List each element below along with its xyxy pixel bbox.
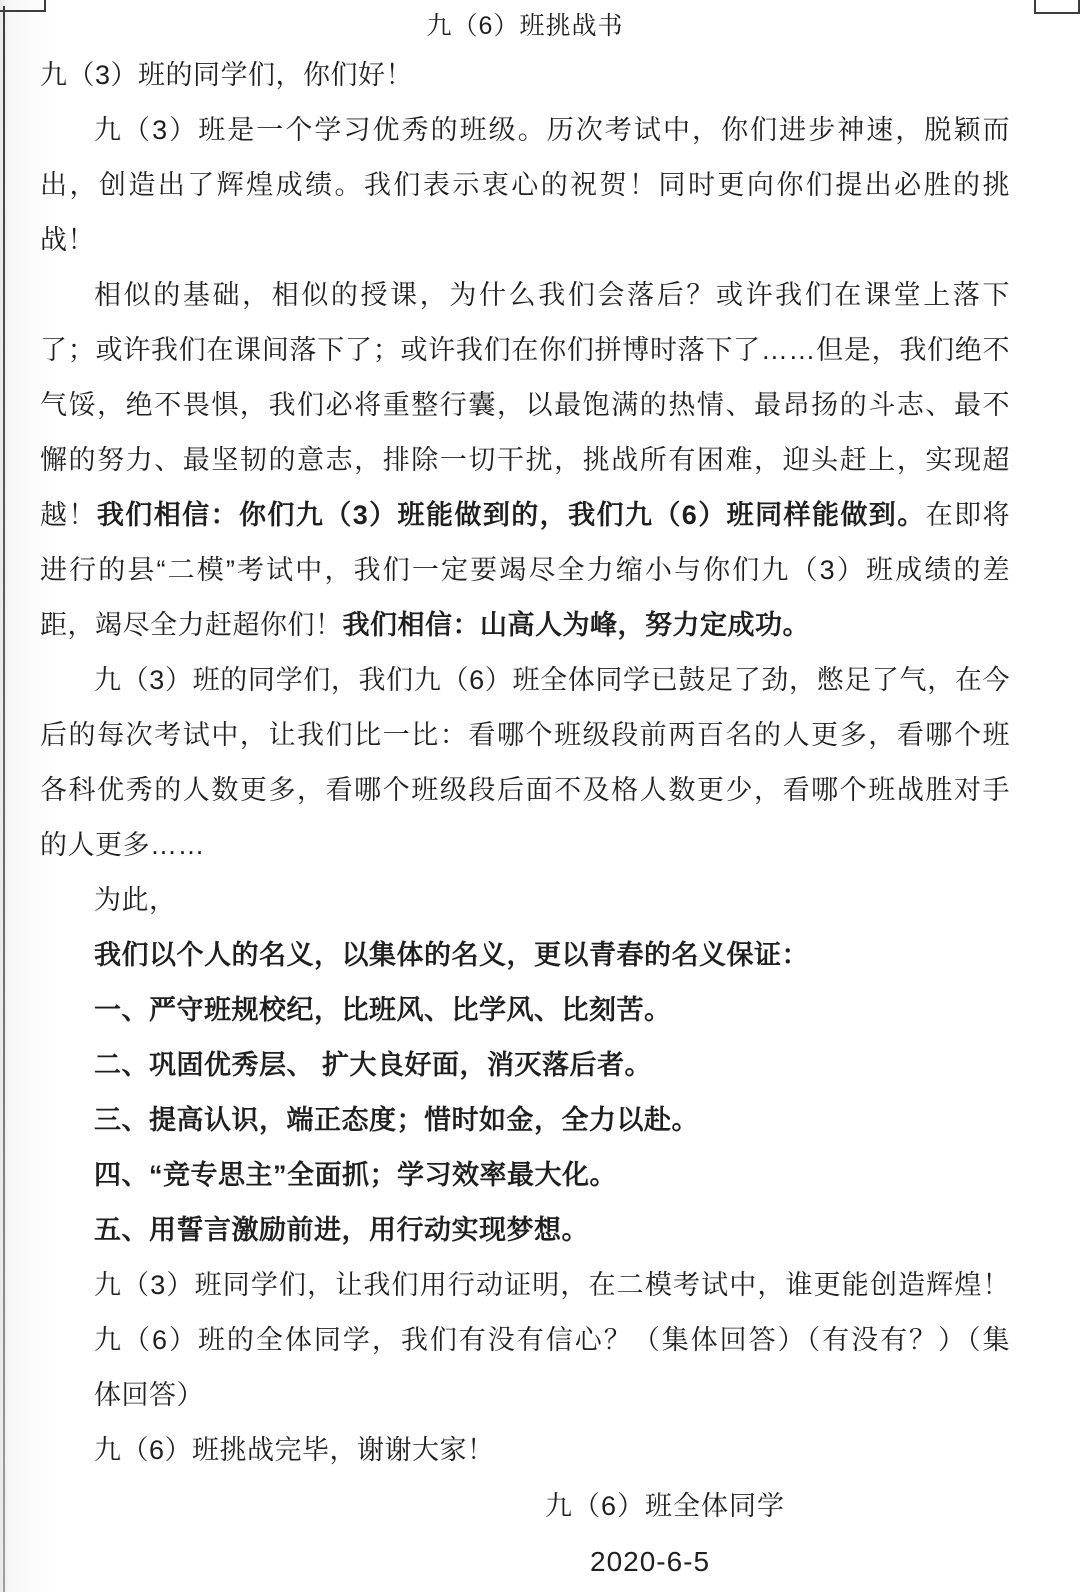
text-segment: 气馁，绝不畏惧，我们必将重整行囊，以最饱满的热情、最昂扬的斗志、最不 bbox=[40, 390, 1010, 420]
text-line bbox=[40, 763, 1010, 818]
text-segment: 的人更多…… bbox=[40, 830, 205, 860]
bold-text-segment: 四、“竞专思主”全面抓；学习效率最大化。 bbox=[94, 1160, 617, 1190]
bold-text-segment: 我们相信：山高人为峰，努力定成功。 bbox=[342, 610, 810, 640]
text-line bbox=[40, 983, 1010, 1038]
bold-text-segment: 一、严守班规校纪，比班风、比学风、比刻苦。 bbox=[94, 995, 672, 1025]
text-line bbox=[40, 433, 1010, 488]
document-body bbox=[40, 48, 1010, 1478]
text-segment: 距，竭尽全力赶超你们！ bbox=[40, 610, 343, 640]
text-segment: 九（3）班同学们，让我们用行动证明，在二模考试中，谁更能创造辉煌！ bbox=[94, 1270, 1010, 1300]
text-line bbox=[40, 378, 1010, 433]
text-line bbox=[40, 48, 1010, 103]
text-line bbox=[40, 598, 1010, 653]
text-line bbox=[40, 1423, 1010, 1478]
text-line bbox=[40, 158, 1010, 213]
text-line bbox=[40, 488, 1010, 543]
text-line bbox=[40, 1203, 1010, 1258]
bold-text-segment: 我们以个人的名义，以集体的名义，更以青春的名义保证： bbox=[94, 940, 809, 970]
text-line bbox=[40, 653, 1010, 708]
text-line bbox=[40, 1313, 1010, 1368]
bold-text-segment: 五、用誓言激励前进，用行动实现梦想。 bbox=[94, 1215, 589, 1245]
text-segment: 九（3）班的同学们，你们好！ bbox=[40, 60, 414, 90]
document-content bbox=[40, 4, 1010, 1590]
bold-text-segment: 二、巩固优秀层、 扩大良好面，消灭落后者。 bbox=[94, 1050, 653, 1080]
scan-edge-line bbox=[3, 6, 5, 1592]
text-segment: 九（6）班挑战完毕，谢谢大家！ bbox=[94, 1435, 495, 1465]
text-segment: 体回答） bbox=[94, 1380, 204, 1410]
signature-line: 九（6）班全体同学 bbox=[545, 1491, 786, 1521]
bold-text-segment: 三、提高认识，端正态度；惜时如金，全力以赴。 bbox=[94, 1105, 699, 1135]
text-line bbox=[40, 708, 1010, 763]
bold-text-segment: 我们相信：你们九（3）班能做到的，我们九（6）班同样能做到。 bbox=[96, 500, 926, 530]
text-line bbox=[40, 1148, 1010, 1203]
text-line bbox=[40, 323, 1010, 378]
text-line bbox=[40, 1368, 1010, 1423]
date-line: 2020-6-5 bbox=[590, 1546, 711, 1577]
text-segment: 出，创造出了辉煌成绩。我们表示衷心的祝贺！同时更向你们提出必胜的挑 bbox=[40, 170, 1010, 200]
scan-artifact-top-right-box bbox=[1034, 0, 1080, 14]
text-segment: 进行的县“二模”考试中，我们一定要竭尽全力缩小与你们九（3）班成绩的差 bbox=[40, 555, 1010, 585]
text-segment: 九（3）班是一个学习优秀的班级。历次考试中，你们进步神速，脱颖而 bbox=[94, 115, 1010, 145]
text-segment: 相似的基础，相似的授课，为什么我们会落后？或许我们在课堂上落下 bbox=[94, 280, 1010, 310]
text-line bbox=[40, 268, 1010, 323]
text-line bbox=[40, 213, 1010, 268]
text-segment: 战！ bbox=[40, 225, 95, 255]
text-line bbox=[40, 1258, 1010, 1313]
text-line bbox=[40, 873, 1010, 928]
text-segment: 九（6）班的全体同学，我们有没有信心？（集体回答）（有没有？）（集 bbox=[94, 1325, 1010, 1355]
text-line bbox=[40, 1038, 1010, 1093]
document-title: 九（6）班挑战书 bbox=[426, 12, 624, 40]
text-segment: 各科优秀的人数更多，看哪个班级段后面不及格人数更少，看哪个班战胜对手 bbox=[40, 775, 1010, 805]
text-line bbox=[40, 928, 1010, 983]
text-segment: 为此， bbox=[94, 885, 177, 915]
text-line bbox=[40, 1093, 1010, 1148]
text-line bbox=[40, 543, 1010, 598]
text-line bbox=[40, 103, 1010, 158]
text-segment: 在即将 bbox=[925, 500, 1011, 530]
text-segment: 懈的努力、最坚韧的意志，排除一切干扰，挑战所有困难，迎头赶上，实现超 bbox=[40, 445, 1010, 475]
text-segment: 后的每次考试中，让我们比一比：看哪个班级段前两百名的人更多，看哪个班 bbox=[40, 720, 1010, 750]
text-segment: 越！ bbox=[40, 500, 97, 530]
text-segment: 九（3）班的同学们，我们九（6）班全体同学已鼓足了劲，憋足了气，在今 bbox=[94, 665, 1010, 695]
text-segment: 了；或许我们在课间落下了；或许我们在你们拼博时落下了……但是，我们绝不 bbox=[40, 335, 1010, 365]
text-line bbox=[40, 818, 1010, 873]
